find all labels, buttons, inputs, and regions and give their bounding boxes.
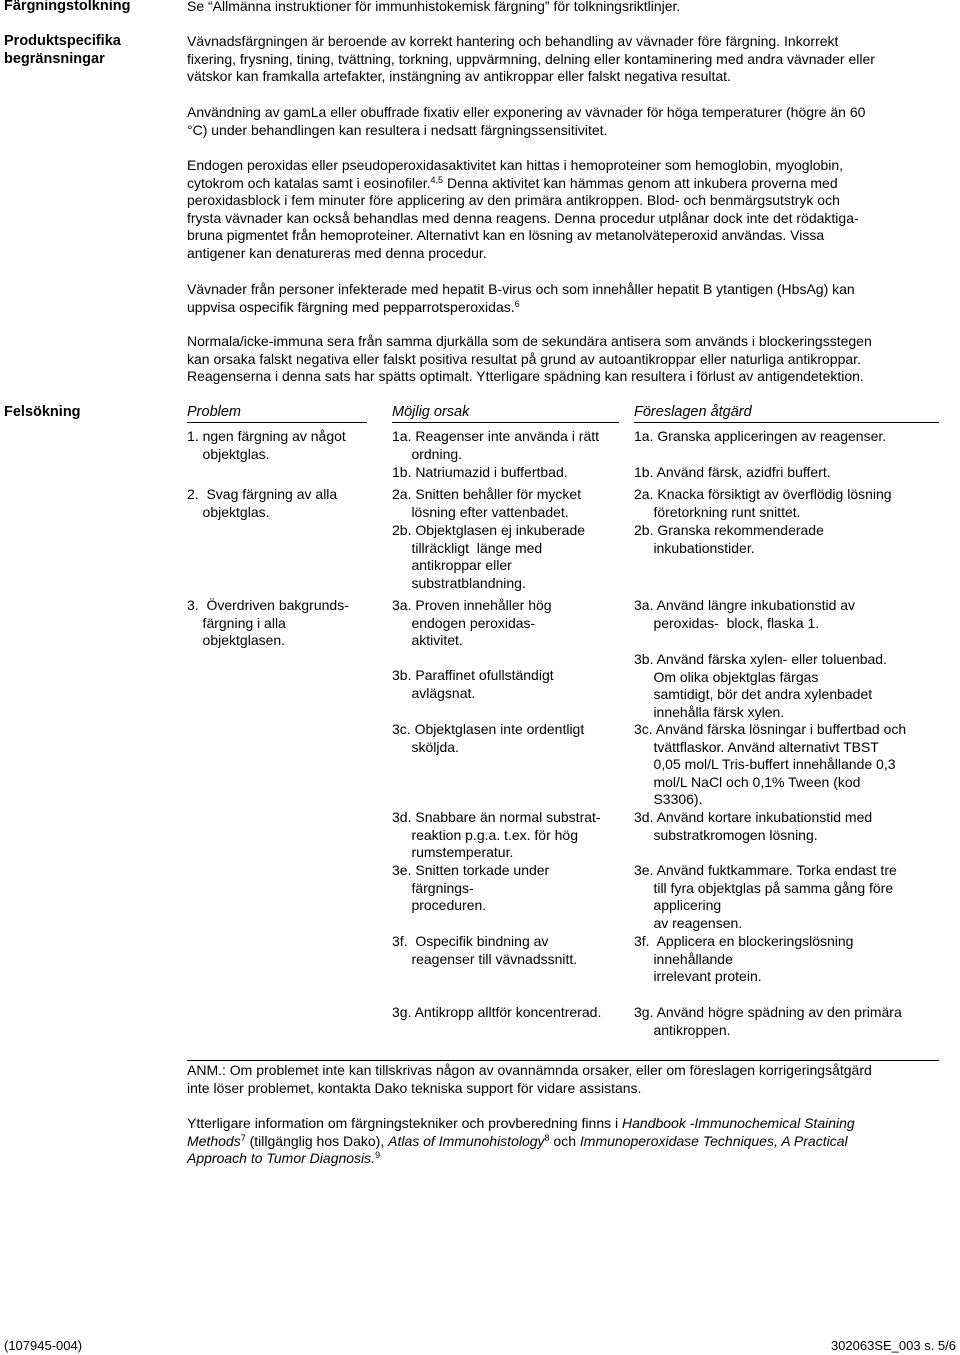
cell-text-line: proceduren.: [392, 897, 487, 914]
cell-text-line: 3b. Paraffinet ofullständigt: [392, 667, 554, 683]
cause-cell: [392, 597, 552, 650]
action-cell: [634, 809, 872, 844]
cell-text-line: 3c. Objektglasen inte ordentligt: [392, 721, 585, 737]
text-line: [187, 1133, 947, 1151]
cell-text-line: 1a. Granska appliceringen av reagenser.: [634, 428, 887, 444]
problem-cell: [187, 428, 346, 463]
cause-cell: [392, 428, 599, 463]
citation-superscript: 9: [375, 1150, 381, 1161]
cell-text-line: till fyra objektglas på samma gång före: [634, 879, 894, 896]
cell-text-line: 3a. Proven innehåller hög: [392, 597, 552, 613]
cell-text-line: tillräckligt länge med: [392, 539, 543, 556]
cell-text-line: färgnings-: [392, 879, 474, 896]
text-line: °C) under behandlingen kan resultera i nedsatt färgningssensitivitet.: [187, 121, 608, 138]
text-span: Denna aktivitet kan hämmas genom att inkubera proverna med: [443, 174, 838, 191]
cause-cell: [392, 464, 568, 482]
action-cell: [634, 597, 855, 632]
interpretation-text: [187, 0, 947, 16]
cause-cell: [392, 862, 549, 915]
cell-text-line: applicering: [634, 897, 722, 914]
cell-text-line: 3g. Använd högre spädning av den primära: [634, 1004, 902, 1020]
text-line: inte löser problemet, kontakta Dako tekniska support för vidare assistans.: [187, 1079, 642, 1096]
reference-title: Immunoperoxidase Techniques, A Practical: [579, 1132, 848, 1149]
cell-text-line: 3f. Applicera en blockeringslösning: [634, 933, 854, 949]
cell-text-line: 2b. Objektglasen ej inkuberade: [392, 522, 586, 538]
text-line: ANM.: Om problemet inte kan tillskrivas någon av ovannämnda orsaker, eller om föreslagen korrigeringsåtgärd: [187, 1062, 872, 1078]
text-line: antigener kan denatureras med denna procedur.: [187, 244, 487, 261]
text-line: [187, 175, 947, 193]
text-line: Endogen peroxidas eller pseudoperoxidasaktivitet kan hittas i hemoproteiner som hemoglobin, myoglobin,: [187, 157, 844, 173]
cell-text-line: 3c. Använd färska lösningar i buffertbad och: [634, 721, 907, 737]
cell-text-line: inkubationstider.: [634, 539, 755, 556]
cell-text-line: 3a. Använd längre inkubationstid av: [634, 597, 856, 613]
action-cell: [634, 933, 853, 986]
cell-text-line: innehållande: [634, 950, 733, 967]
cell-text-line: 1a. Reagenser inte använda i rätt: [392, 428, 600, 444]
text-span: uppvisa ospecifik färgning med pepparrotsperoxidas.: [187, 298, 515, 315]
cell-text-line: aktivitet.: [392, 632, 463, 649]
cell-text-line: 2. Svag färgning av alla: [187, 486, 338, 502]
text-span: Ytterligare information om färgningstekniker och provberedning finns i: [187, 1115, 623, 1131]
action-cell: [634, 464, 831, 482]
cell-text-line: peroxidas- block, flaska 1.: [634, 614, 820, 631]
cell-text-line: sköljda.: [392, 738, 459, 755]
limitations-paragraph-3: [187, 157, 947, 263]
text-line: Användning av gamLa eller obuffrade fixativ eller exponering av vävnader för höga temperaturer (högre än 60: [187, 104, 866, 120]
text-line: [187, 1150, 947, 1168]
more-info-paragraph: [187, 1115, 947, 1168]
cell-text-line: 3. Överdriven bakgrunds-: [187, 597, 349, 613]
interpretation-paragraph: Se “Allmänna instruktioner för immunhistokemisk färgning” för tolkningsriktlinjer.: [187, 0, 681, 14]
action-cell: [634, 486, 892, 521]
header-rule-action: [634, 422, 939, 423]
header-rule-problem: [187, 422, 367, 423]
limitations-paragraph-1: [187, 33, 947, 86]
cell-text-line: 1b. Natriumazid i buffertbad.: [392, 464, 568, 480]
column-header-cause: Möjlig orsak: [392, 404, 470, 420]
cell-text-line: tvättflaskor. Använd alternativt TBST: [634, 738, 879, 755]
limitations-paragraph-5: [187, 333, 947, 386]
cause-cell: [392, 522, 585, 592]
citation-superscript: 7: [240, 1132, 246, 1143]
cause-cell: [392, 1004, 601, 1022]
cell-text-line: 3d. Använd kortare inkubationstid med: [634, 809, 873, 825]
cause-cell: [392, 809, 601, 862]
text-line: fixering, frysning, tining, tvättning, torkning, uppvärmning, delning eller kontaminering med andra vävnader eller: [187, 50, 875, 67]
cell-text-line: av reagensen.: [634, 914, 743, 931]
cell-text-line: reaktion p.g.a. t.ex. för hög: [392, 826, 578, 843]
cell-text-line: rumstemperatur.: [392, 844, 514, 861]
cell-text-line: objektglasen.: [187, 632, 286, 649]
action-cell: [634, 1004, 902, 1039]
limitations-body: [187, 33, 947, 86]
cell-text-line: reagenser till vävnadssnitt.: [392, 950, 578, 967]
cause-cell: [392, 721, 584, 756]
column-header-problem: Problem: [187, 404, 241, 420]
citation-superscript: 8: [544, 1132, 550, 1143]
action-cell: [634, 428, 886, 446]
cell-text-line: lösning efter vattenbadet.: [392, 503, 569, 520]
section-heading-interpretation: Färgningstolkning: [4, 0, 131, 14]
citation-superscript: 4,5: [430, 174, 444, 185]
cause-cell: [392, 933, 577, 968]
header-rule-cause: [392, 422, 619, 423]
limitations-paragraph-2: [187, 104, 947, 139]
cell-text-line: mol/L NaCl och 0,1% Tween (kod: [634, 773, 861, 790]
text-line: frysta vävnader kan också behandlas med denna reagens. Denna procedur utplånar dock inte det rödaktiga-: [187, 209, 859, 226]
cell-text-line: 3e. Använd fuktkammare. Torka endast tre: [634, 862, 897, 878]
action-cell: [634, 651, 887, 721]
cell-text-line: irrelevant protein.: [634, 968, 762, 985]
cell-text-line: 2a. Knacka försiktigt av överflödig lösning: [634, 486, 892, 502]
text-line: vätskor kan framkalla artefakter, instängning av antikroppar eller falskt negativa resultat.: [187, 68, 731, 85]
text-line: Vävnadsfärgningen är beroende av korrekt hantering och behandling av vävnader före färgning. Inkorrekt: [187, 33, 839, 49]
cell-text-line: S3306).: [634, 791, 703, 808]
cell-text-line: Om olika objektglas färgas: [634, 668, 819, 685]
section-heading-troubleshooting: Felsökning: [4, 404, 81, 420]
text-line: [187, 299, 947, 317]
text-line: kan orsaka falskt negativa eller falskt positiva resultat på grund av autoantikroppar eller naturliga antikroppar.: [187, 350, 861, 367]
cell-text-line: färgning i alla: [187, 614, 286, 631]
cell-text-line: 1b. Använd färsk, azidfri buffert.: [634, 464, 831, 480]
text-line: Normala/icke-immuna sera från samma djurkälla som de sekundära antisera som används i blockeringsstegen: [187, 333, 872, 349]
reference-title: Handbook -Immunochemical Staining: [622, 1115, 855, 1131]
problem-cell: [187, 486, 337, 521]
section-heading-limitations-line2: begränsningar: [4, 50, 105, 67]
column-header-action: Föreslagen åtgärd: [634, 404, 752, 420]
footer-document-code: (107945-004): [4, 1338, 83, 1353]
problem-cell: [187, 597, 349, 650]
text-line: Vävnader från personer infekterade med hepatit B-virus och som innehåller hepatit B ytantigen (HbsAg) kan: [187, 281, 855, 297]
cell-text-line: innehålla färsk xylen.: [634, 703, 785, 720]
cell-text-line: 3g. Antikropp alltför koncentrerad.: [392, 1004, 602, 1020]
cell-text-line: avlägsnat.: [392, 684, 476, 701]
section-heading-limitations-line1: Produktspecifika: [4, 33, 121, 49]
footer-page-number: 302063SE_003 s. 5/6: [830, 1338, 956, 1353]
cell-text-line: objektglas.: [187, 503, 270, 520]
text-line: bruna pigmentet från hemoproteiner. Alternativt kan en lösning av metanolväteperoxid användas. Vissa: [187, 227, 825, 244]
action-cell: [634, 522, 824, 557]
reference-title: Atlas of Immunohistology: [388, 1132, 545, 1149]
action-cell: [634, 862, 897, 932]
notes-divider: [187, 1060, 939, 1061]
cell-text-line: 3f. Ospecifik bindning av: [392, 933, 549, 949]
limitations-paragraph-4: [187, 281, 947, 316]
cell-text-line: samtidigt, bör det andra xylenbadet: [634, 686, 873, 703]
text-span: (tillgänglig hos Dako),: [245, 1132, 389, 1149]
cell-text-line: objektglas.: [187, 445, 270, 462]
section-heading-limitations: [4, 33, 121, 68]
text-span: cytokrom och katalas samt i eosinofiler.: [187, 174, 431, 191]
cell-text-line: 3e. Snitten torkade under: [392, 862, 550, 878]
cell-text-line: 3d. Snabbare än normal substrat-: [392, 809, 601, 825]
text-line: [187, 1115, 947, 1133]
cell-text-line: substratkromogen lösning.: [634, 826, 818, 843]
reference-title: Approach to Tumor Diagnosis.: [187, 1150, 376, 1167]
cell-text-line: substratblandning.: [392, 574, 526, 591]
reference-title: Methods: [187, 1132, 241, 1149]
text-span: och: [549, 1132, 580, 1149]
cell-text-line: 3b. Använd färska xylen- eller toluenbad.: [634, 651, 887, 667]
cause-cell: [392, 486, 581, 521]
citation-superscript: 6: [514, 298, 520, 309]
text-line: peroxidasblock i fem minuter före applicering av den primära antikroppen. Blod- och benmärgsutstryk och: [187, 192, 840, 209]
text-line: Reagenserna i denna sats har spätts optimalt. Ytterligare spädning kan resultera i förlust av antigendetektion.: [187, 368, 864, 385]
cell-text-line: 2a. Snitten behåller för mycket: [392, 486, 582, 502]
cell-text-line: endogen peroxidas-: [392, 614, 536, 631]
cell-text-line: 2b. Granska rekommenderade: [634, 522, 824, 538]
note-paragraph: [187, 1062, 947, 1097]
cell-text-line: 0,05 mol/L Tris-buffert innehållande 0,3: [634, 756, 896, 773]
cell-text-line: antikroppar eller: [392, 557, 512, 574]
cause-cell: [392, 667, 554, 702]
cell-text-line: 1. ngen färgning av något: [187, 428, 346, 444]
cell-text-line: företorkning runt snittet.: [634, 503, 801, 520]
cell-text-line: ordning.: [392, 445, 463, 462]
cell-text-line: antikroppen.: [634, 1021, 731, 1038]
action-cell: [634, 721, 906, 809]
